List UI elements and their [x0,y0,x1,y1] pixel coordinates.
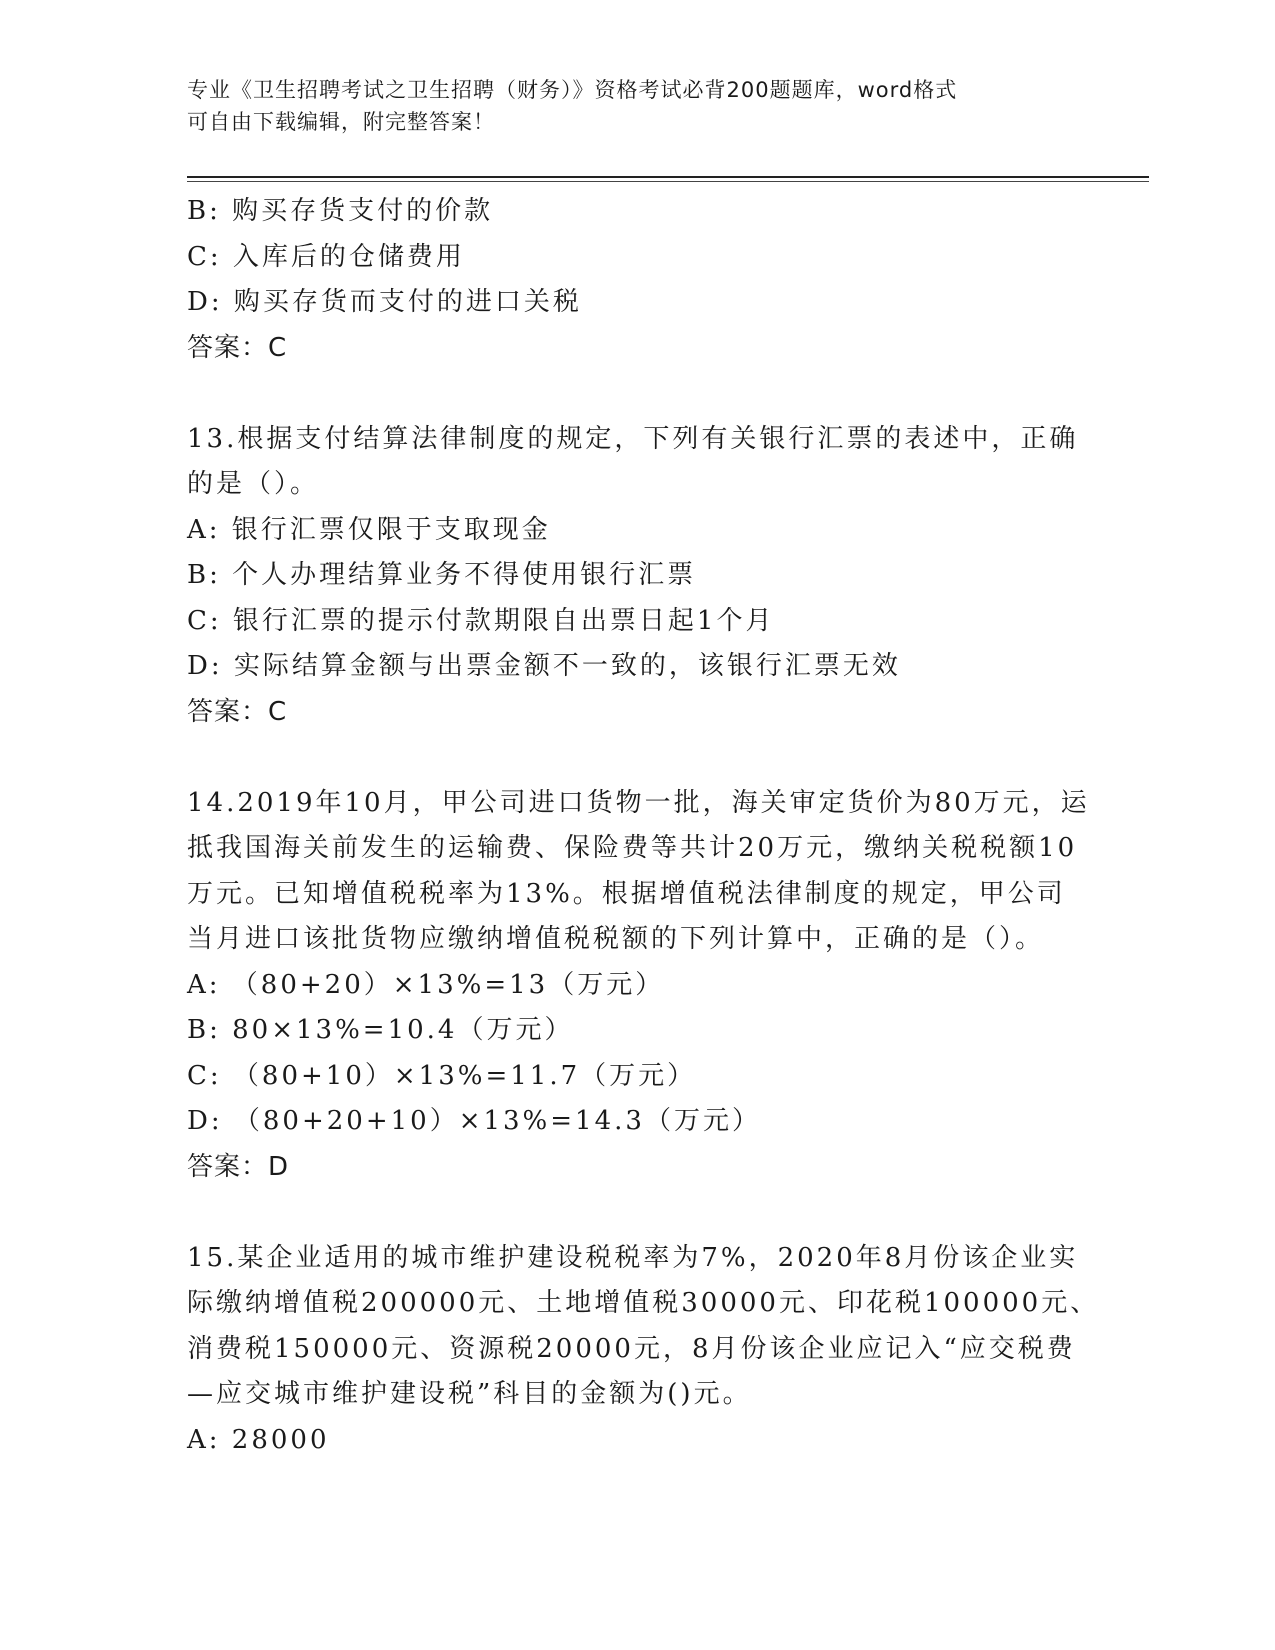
answer-line: 答案：C [187,332,288,363]
spacer [187,735,1087,781]
question-stem: 消费税150000元、资源税20000元，8月份该企业应记入“应交税费 [187,1333,1076,1364]
question-stem: 的是（）。 [187,469,320,499]
document-header [187,74,1087,138]
question-stem: 抵我国海关前发生的运输费、保险费等共计20万元，缴纳关税税额10 [187,833,1078,863]
option-a: A: 银行汇票仅限于支取现金 [187,514,551,545]
question-stem: 13.根据支付结算法律制度的规定，下列有关银行汇票的表述中，正确 [187,423,1079,454]
question-stem: 14.2019年10月，甲公司进口货物一批，海关审定货价为80万元，运 [187,787,1090,818]
option-a: A: 28000 [187,1424,330,1455]
question-stem: 当月进口该批货物应缴纳增值税税额的下列计算中，正确的是（）。 [187,924,1045,954]
question-12 [187,189,1087,371]
question-stem: —应交城市维护建设税”科目的金额为()元。 [187,1379,752,1409]
option-d: D: 实际结算金额与出票金额不一致的，该银行汇票无效 [187,651,901,681]
option-a: A: （80+20）×13%=13（万元） [187,969,665,1000]
question-14 [187,781,1090,1191]
answer-line: 答案：D [187,1151,290,1182]
option-b: B: 个人办理结算业务不得使用银行汇票 [187,560,697,590]
header-line-2: 可自由下载编辑，附完整答案！ [187,110,495,134]
option-b: B: 80×13%=10.4（万元） [187,1015,574,1045]
option-c: C: （80+10）×13%=11.7（万元） [187,1060,697,1091]
question-15 [187,1236,1100,1464]
option-d: D: （80+20+10）×13%=14.3（万元） [187,1106,761,1136]
option-d: D: 购买存货而支付的进口关税 [187,287,582,317]
header-rule-thick [187,176,1149,178]
spacer [187,1190,1087,1236]
header-line-1: 专业《卫生招聘考试之卫生招聘（财务）》资格考试必背200题题库，word格式 [187,78,958,102]
option-c: C: 入库后的仓储费用 [187,241,465,272]
header-rule-thin [187,181,1149,182]
document-body [187,189,1100,1463]
option-b: B: 购买存货支付的价款 [187,196,494,226]
question-stem: 际缴纳增值税200000元、土地增值税30000元、印花税100000元、 [187,1288,1100,1318]
option-c: C: 银行汇票的提示付款期限自出票日起1个月 [187,605,775,636]
spacer [187,371,1087,417]
answer-line: 答案：C [187,696,288,727]
question-stem: 万元。已知增值税税率为13%。根据增值税法律制度的规定，甲公司 [187,878,1066,909]
question-stem: 15.某企业适用的城市维护建设税税率为7%，2020年8月份该企业实 [187,1242,1079,1273]
question-13 [187,417,1087,736]
